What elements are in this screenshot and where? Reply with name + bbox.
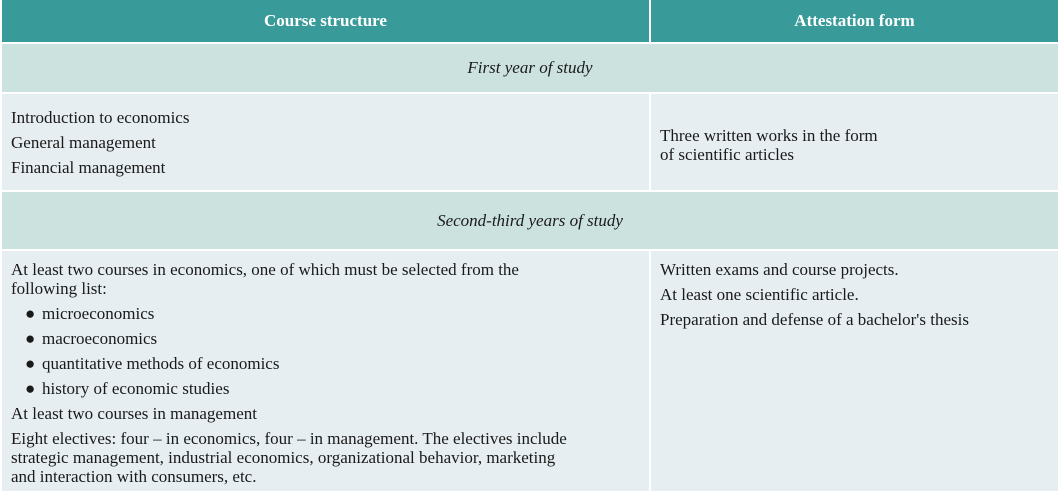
bullet-icon: ●: [25, 379, 36, 398]
management-note: At least two courses in management: [11, 404, 257, 423]
first-year-attestation-cell: [650, 93, 1058, 191]
list-item-label: macroeconomics: [42, 329, 158, 348]
first-year-courses-cell: [1, 93, 650, 191]
bullet-icon: ●: [25, 329, 36, 348]
table-row-second-third-years: [1, 250, 1058, 492]
bullet-icon: ●: [25, 354, 36, 373]
table-header-row: [1, 0, 1058, 43]
list-item: [11, 354, 641, 373]
attestation-line: Written exams and course projects.: [660, 260, 899, 279]
header-course-structure: Course structure: [1, 0, 650, 43]
section-row-second-third-years: [1, 191, 1058, 250]
electives-line: strategic management, industrial economics, organizational behavior, marketing: [11, 448, 556, 467]
section-title-first-year: First year of study: [1, 43, 1058, 93]
bullet-icon: ●: [25, 304, 36, 323]
electives-line: and interaction with consumers, etc.: [11, 467, 257, 486]
courses-intro-line: following list:: [11, 279, 107, 298]
second-third-courses-cell: [1, 250, 650, 492]
attestation-line: At least one scientific article.: [660, 285, 859, 304]
list-item: [11, 379, 641, 398]
list-item: [11, 329, 641, 348]
course-item: Financial management: [11, 158, 166, 177]
table-row-first-year: [1, 93, 1058, 191]
header-attestation-form: Attestation form: [650, 0, 1058, 43]
course-item: General management: [11, 133, 156, 152]
attestation-line: Preparation and defense of a bachelor's thesis: [660, 310, 969, 329]
section-title-second-third-years: Second-third years of study: [1, 191, 1058, 250]
list-item-label: quantitative methods of economics: [42, 354, 280, 373]
attestation-line: Three written works in the form: [660, 126, 878, 145]
list-item-label: microeconomics: [42, 304, 155, 323]
course-item: Introduction to economics: [11, 108, 190, 127]
electives-line: Eight electives: four – in economics, four – in management. The electives include: [11, 429, 567, 448]
second-third-attestation-cell: [650, 250, 1058, 492]
section-row-first-year: [1, 43, 1058, 93]
list-item-label: history of economic studies: [42, 379, 230, 398]
attestation-line: of scientific articles: [660, 145, 795, 164]
courses-intro-line: At least two courses in economics, one of which must be selected from the: [11, 260, 519, 279]
list-item: [11, 304, 641, 323]
